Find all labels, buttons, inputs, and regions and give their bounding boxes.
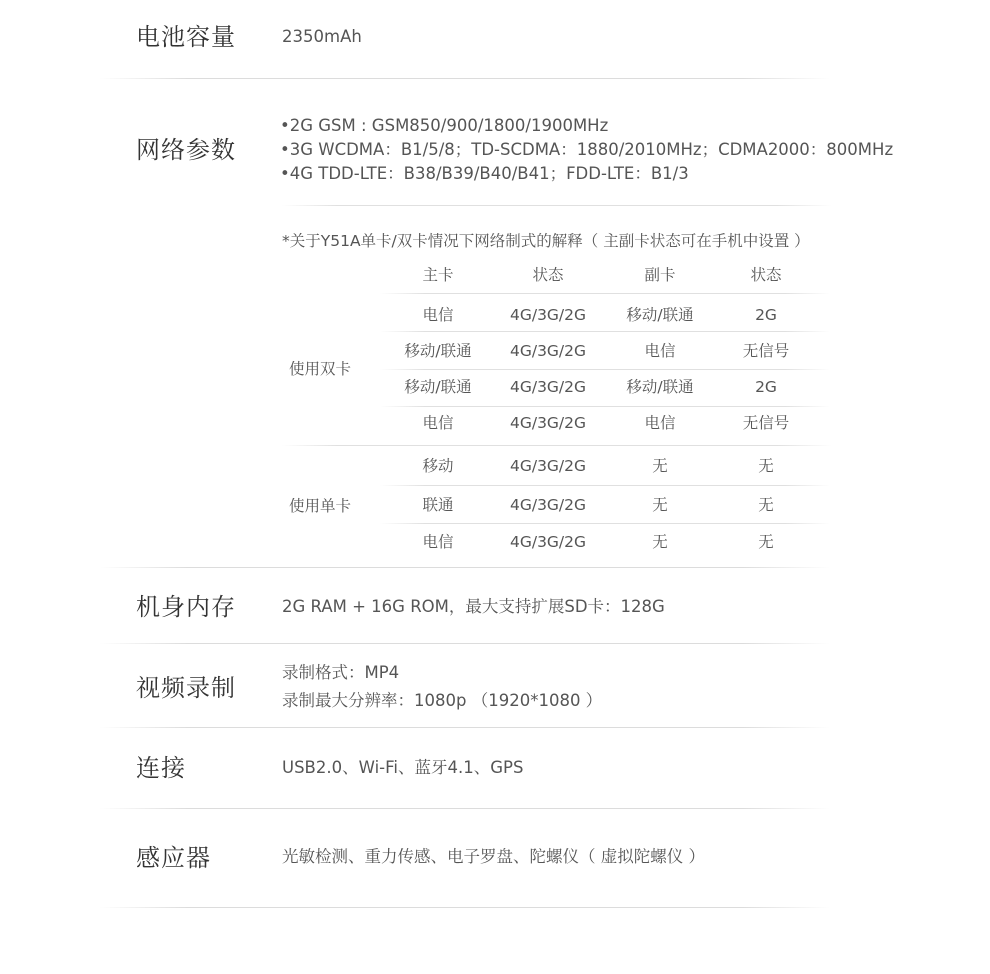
table-cell: 无 (652, 457, 668, 475)
table-cell: 4G/3G/2G (509, 496, 587, 514)
connect-label: 连接 (136, 754, 186, 782)
table-cell: 4G/3G/2G (509, 533, 587, 551)
table-cell: 无 (758, 533, 774, 551)
table-cell: 无信号 (742, 342, 790, 360)
table-cell: 移动 (422, 457, 454, 475)
table-cell: 移动/联通 (626, 378, 694, 396)
divider (380, 369, 830, 370)
table-cell: 无 (758, 457, 774, 475)
header-status: 状态 (750, 266, 782, 284)
divider (100, 643, 830, 644)
network-3g-line: •3G WCDMA：B1/5/8；TD-SCDMA：1880/2010MHz；CDMA2000：800MHz (280, 140, 894, 159)
battery-label: 电池容量 (136, 23, 236, 51)
table-cell: 无 (652, 533, 668, 551)
table-cell: 电信 (422, 306, 454, 324)
video-resolution: 录制最大分辨率：1080p （1920*1080 ） (282, 691, 603, 710)
table-cell: 4G/3G/2G (509, 457, 587, 475)
table-cell: 无信号 (742, 414, 790, 432)
table-cell: 移动/联通 (626, 306, 694, 324)
divider (380, 485, 830, 486)
table-cell: 4G/3G/2G (509, 378, 587, 396)
header-main-card: 主卡 (422, 266, 454, 284)
sensor-value: 光敏检测、重力传感、电子罗盘、陀螺仪（ 虚拟陀螺仪 ） (282, 847, 705, 866)
divider (380, 406, 830, 407)
table-cell: 4G/3G/2G (509, 342, 587, 360)
table-cell: 移动/联通 (404, 378, 472, 396)
table-cell: 4G/3G/2G (509, 414, 587, 432)
video-format: 录制格式：MP4 (282, 663, 400, 682)
divider (380, 331, 830, 332)
table-cell: 2G (755, 306, 777, 324)
video-label: 视频录制 (136, 674, 236, 702)
dual-card-label: 使用双卡 (289, 360, 352, 378)
table-cell: 无 (758, 496, 774, 514)
single-card-label: 使用单卡 (289, 497, 352, 515)
table-cell: 电信 (422, 414, 454, 432)
table-cell: 2G (755, 378, 777, 396)
connect-value: USB2.0、Wi-Fi、蓝牙4.1、GPS (282, 758, 524, 777)
divider (100, 567, 830, 568)
network-2g-line: •2G GSM : GSM850/900/1800/1900MHz (280, 116, 609, 135)
sensor-label: 感应器 (136, 844, 211, 872)
divider (100, 808, 830, 809)
memory-value: 2G RAM + 16G ROM，最大支持扩展SD卡：128G (282, 597, 665, 616)
divider (100, 78, 830, 79)
network-4g-line: •4G TDD-LTE：B38/B39/B40/B41；FDD-LTE：B1/3 (280, 164, 689, 183)
table-cell: 联通 (422, 496, 454, 514)
header-status: 状态 (532, 266, 564, 284)
memory-label: 机身内存 (136, 593, 236, 621)
table-cell: 电信 (422, 533, 454, 551)
divider (380, 523, 830, 524)
divider (380, 293, 830, 294)
divider (282, 445, 832, 446)
table-cell: 电信 (644, 342, 676, 360)
battery-value: 2350mAh (282, 27, 362, 46)
divider (100, 727, 830, 728)
table-cell: 无 (652, 496, 668, 514)
table-cell: 电信 (644, 414, 676, 432)
table-cell: 4G/3G/2G (509, 306, 587, 324)
network-label: 网络参数 (136, 136, 236, 164)
header-sub-card: 副卡 (644, 266, 676, 284)
divider (100, 907, 830, 908)
table-cell: 移动/联通 (404, 342, 472, 360)
network-note: *关于Y51A单卡/双卡情况下网络制式的解释（ 主副卡状态可在手机中设置 ） (282, 232, 810, 250)
divider (282, 205, 832, 206)
